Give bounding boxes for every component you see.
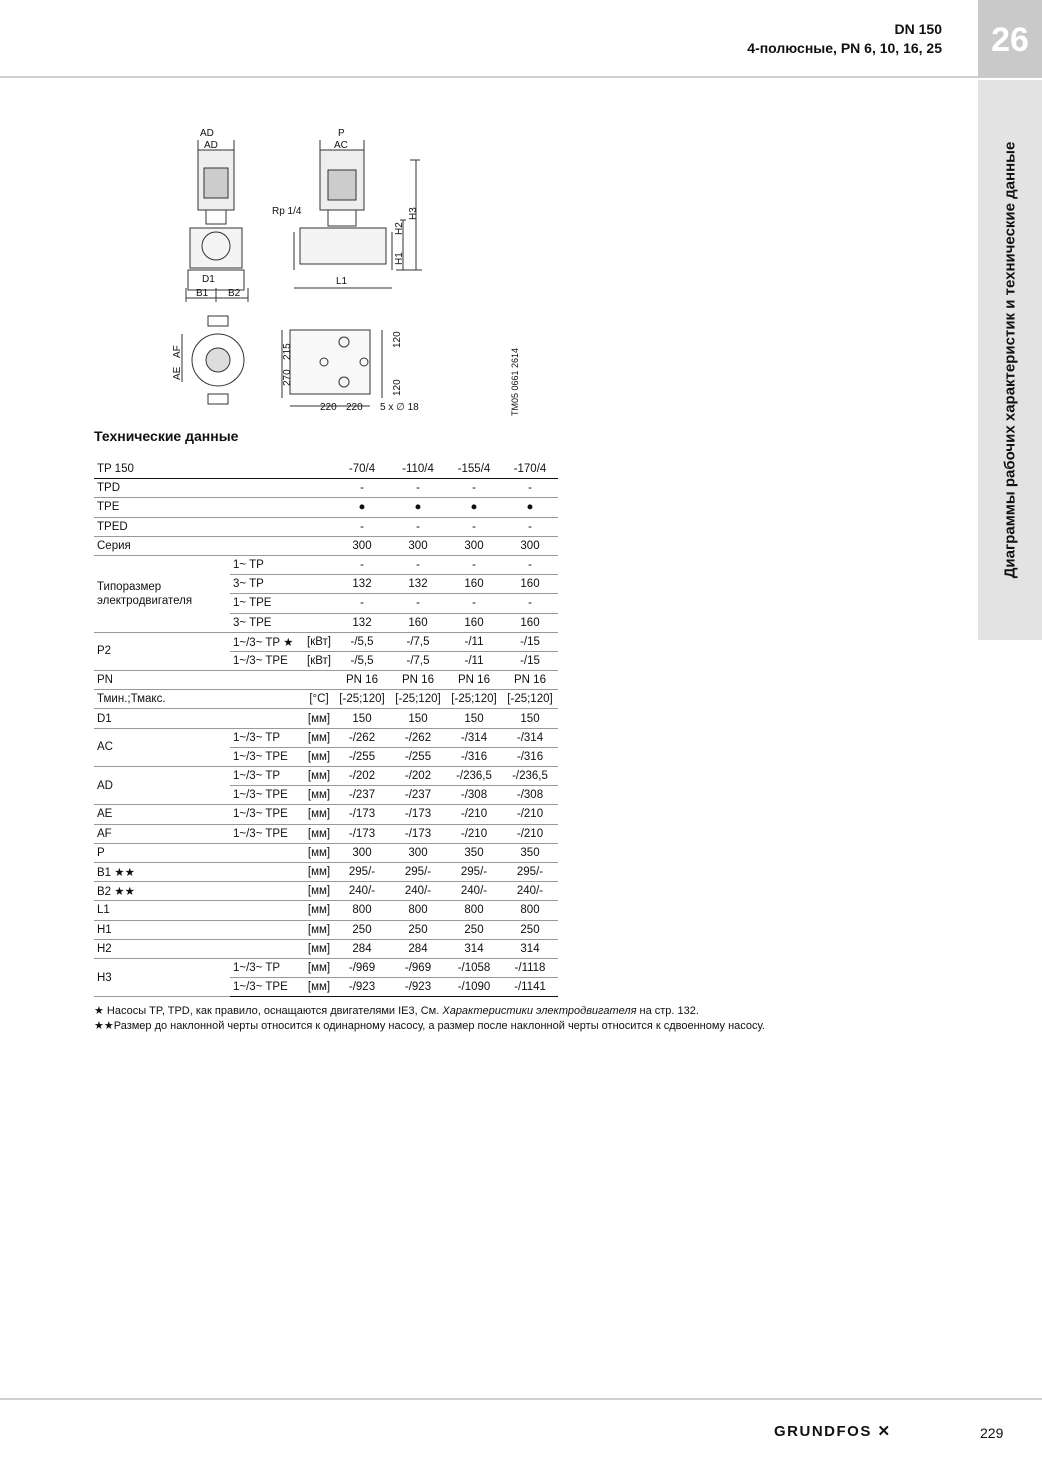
table-cell: - (446, 517, 502, 536)
table-row (94, 767, 558, 786)
header-cell: -70/4 (334, 460, 390, 479)
table-cell: -/316 (446, 747, 502, 766)
footnote-2: ★★Размер до наклонной черты относится к одинарному насосу, а размер после наклонной черты относится к сдвоенному насосу. (94, 1020, 765, 1032)
table-cell: 132 (334, 575, 390, 594)
row-variant (230, 920, 304, 939)
row-variant (230, 862, 304, 881)
table-cell: 160 (502, 613, 558, 632)
row-label: Серия (94, 536, 230, 555)
row-unit (304, 479, 334, 498)
table-cell: -/173 (390, 824, 446, 843)
table-cell: [-25;120] (502, 690, 558, 709)
table-cell: 160 (502, 575, 558, 594)
row-label: P (94, 843, 230, 862)
row-variant: 1~/3~ TPE (230, 651, 304, 670)
table-cell: -/173 (334, 824, 390, 843)
table-cell: - (390, 555, 446, 574)
row-unit: [мм] (304, 843, 334, 862)
table-cell: - (390, 479, 446, 498)
table-cell: [-25;120] (390, 690, 446, 709)
label-d1: D1 (202, 274, 215, 285)
row-variant: 3~ TP (230, 575, 304, 594)
row-unit (304, 536, 334, 555)
row-unit (304, 594, 334, 613)
row-unit: [мм] (304, 882, 334, 901)
row-label: PN (94, 671, 230, 690)
row-label: AF (94, 824, 230, 843)
label-b1: B1 (196, 288, 209, 299)
row-unit: [мм] (304, 709, 334, 728)
table-row (94, 536, 558, 555)
table-cell: -/923 (390, 978, 446, 997)
table-row (94, 517, 558, 536)
table-cell: -/969 (390, 958, 446, 977)
row-variant: 1~/3~ TP (230, 767, 304, 786)
table-cell: -/923 (334, 978, 390, 997)
table-row (94, 632, 558, 651)
table-cell: 160 (390, 613, 446, 632)
row-variant (230, 517, 304, 536)
table-header-row (94, 460, 558, 479)
table-cell: -/1090 (446, 978, 502, 997)
table-cell: 300 (446, 536, 502, 555)
row-label: TPED (94, 517, 230, 536)
row-unit: [кВт] (304, 632, 334, 651)
row-unit: [мм] (304, 786, 334, 805)
table-cell: PN 16 (446, 671, 502, 690)
table-cell: -/308 (502, 786, 558, 805)
row-unit: [мм] (304, 747, 334, 766)
table-cell: 240/- (390, 882, 446, 901)
label-ad-outer: AD (200, 128, 214, 139)
table-cell: -/316 (502, 747, 558, 766)
table-cell: - (334, 479, 390, 498)
label-rp: Rp 1/4 (272, 206, 302, 217)
table-cell: - (334, 555, 390, 574)
table-cell: - (502, 517, 558, 536)
table-cell: - (502, 594, 558, 613)
table-cell: -/5,5 (334, 651, 390, 670)
header-line-1: DN 150 (894, 21, 942, 37)
row-unit (304, 575, 334, 594)
table-cell: -/210 (502, 805, 558, 824)
table-cell: 314 (502, 939, 558, 958)
row-unit (304, 671, 334, 690)
brand-logo: GRUNDFOS ✕ (774, 1423, 892, 1440)
table-cell: -/5,5 (334, 632, 390, 651)
row-variant: 1~ TPE (230, 594, 304, 613)
row-label: B2 ★★ (94, 882, 230, 901)
table-cell: -/262 (390, 728, 446, 747)
header-cell (304, 460, 334, 479)
row-variant (230, 901, 304, 920)
table-cell: 295/- (502, 862, 558, 881)
label-b2: B2 (228, 288, 241, 299)
table-cell: -/314 (446, 728, 502, 747)
row-label: Типоразмер электродвигателя (94, 555, 230, 632)
table-row (94, 920, 558, 939)
row-variant (230, 939, 304, 958)
table-cell: -/308 (446, 786, 502, 805)
table-row (94, 555, 558, 574)
table-row (94, 882, 558, 901)
label-ad-inner: AD (204, 140, 218, 151)
table-cell: - (446, 594, 502, 613)
table-cell: 150 (446, 709, 502, 728)
row-variant: 3~ TPE (230, 613, 304, 632)
table-cell: -/1058 (446, 958, 502, 977)
row-variant (230, 709, 304, 728)
table-row (94, 824, 558, 843)
table-cell: -/255 (390, 747, 446, 766)
label-120-bottom: 120 (392, 379, 403, 396)
table-cell: 132 (334, 613, 390, 632)
brand-logo-icon: ✕ (877, 1423, 892, 1440)
table-cell: - (446, 555, 502, 574)
row-unit: [мм] (304, 728, 334, 747)
table-cell: 132 (390, 575, 446, 594)
table-row (94, 709, 558, 728)
row-unit (304, 555, 334, 574)
table-row (94, 728, 558, 747)
row-variant: 1~/3~ TPE (230, 786, 304, 805)
table-cell: 300 (502, 536, 558, 555)
row-label: H2 (94, 939, 230, 958)
table-cell: -/210 (502, 824, 558, 843)
row-unit (304, 517, 334, 536)
table-cell: -/236,5 (446, 767, 502, 786)
table-cell: 800 (390, 901, 446, 920)
table-cell: - (390, 594, 446, 613)
table-cell: [-25;120] (446, 690, 502, 709)
table-cell: -/1118 (502, 958, 558, 977)
table-cell: 250 (446, 920, 502, 939)
row-label: B1 ★★ (94, 862, 230, 881)
row-unit: [кВт] (304, 651, 334, 670)
row-unit: [мм] (304, 920, 334, 939)
drawing-reference: TM05 0661 2614 (510, 347, 520, 416)
table-row (94, 843, 558, 862)
label-120-top: 120 (392, 331, 403, 348)
row-unit: [мм] (304, 862, 334, 881)
table-cell: -/237 (334, 786, 390, 805)
table-cell: 250 (390, 920, 446, 939)
row-unit: [°C] (304, 690, 334, 709)
row-unit: [мм] (304, 939, 334, 958)
label-af: AF (172, 345, 183, 358)
row-label: AC (94, 728, 230, 766)
table-cell: 300 (334, 536, 390, 555)
table-cell: 160 (446, 575, 502, 594)
table-cell: -/11 (446, 632, 502, 651)
row-variant: 1~/3~ TPE (230, 978, 304, 997)
label-h3: H3 (408, 207, 419, 220)
label-270: 270 (282, 369, 293, 386)
table-cell: 295/- (334, 862, 390, 881)
table-cell: PN 16 (502, 671, 558, 690)
header-cell (230, 460, 304, 479)
table-cell: -/173 (390, 805, 446, 824)
table-row (94, 939, 558, 958)
table-row (94, 862, 558, 881)
table-cell: 150 (334, 709, 390, 728)
label-ae: AE (172, 366, 183, 380)
table-cell: - (390, 517, 446, 536)
table-cell: 300 (390, 843, 446, 862)
row-unit: [мм] (304, 824, 334, 843)
header-line-2: 4-полюсные, PN 6, 10, 16, 25 (747, 40, 942, 56)
table-cell: 240/- (502, 882, 558, 901)
header-cell: -170/4 (502, 460, 558, 479)
table-cell: -/7,5 (390, 632, 446, 651)
row-label: AE (94, 805, 230, 824)
table-cell: 250 (334, 920, 390, 939)
row-variant: 1~/3~ TP (230, 728, 304, 747)
chapter-number: 26 (978, 0, 1042, 78)
table-cell: 150 (502, 709, 558, 728)
table-cell: -/15 (502, 651, 558, 670)
row-label: L1 (94, 901, 230, 920)
table-cell: - (334, 517, 390, 536)
row-variant (230, 536, 304, 555)
row-label: H3 (94, 958, 230, 996)
label-holes: 5 x ∅ 18 (380, 402, 419, 413)
row-variant: 1~ TP (230, 555, 304, 574)
table-cell: -/237 (390, 786, 446, 805)
table-cell: [-25;120] (334, 690, 390, 709)
spec-table (94, 460, 558, 997)
table-cell: -/236,5 (502, 767, 558, 786)
row-unit: [мм] (304, 958, 334, 977)
row-variant (230, 671, 304, 690)
header-cell: TP 150 (94, 460, 230, 479)
row-unit: [мм] (304, 767, 334, 786)
table-cell: 240/- (446, 882, 502, 901)
table-cell: 800 (334, 901, 390, 920)
label-215: 215 (282, 343, 293, 360)
table-cell: ● (502, 498, 558, 517)
table-cell: 300 (390, 536, 446, 555)
table-cell: 250 (502, 920, 558, 939)
label-h1: H1 (394, 252, 405, 265)
table-cell: -/7,5 (390, 651, 446, 670)
header-divider (0, 76, 978, 78)
row-unit: [мм] (304, 978, 334, 997)
table-cell: -/1141 (502, 978, 558, 997)
row-unit: [мм] (304, 805, 334, 824)
table-cell: -/262 (334, 728, 390, 747)
label-220-right: 220 (346, 402, 363, 413)
table-cell: - (502, 479, 558, 498)
table-cell: 284 (334, 939, 390, 958)
table-cell: 150 (390, 709, 446, 728)
table-cell: - (334, 594, 390, 613)
row-variant (230, 479, 304, 498)
table-row (94, 690, 558, 709)
sidebar-title (978, 80, 1042, 640)
row-label: Тмин.;Тмакс. (94, 690, 230, 709)
row-unit: [мм] (304, 901, 334, 920)
page-header (747, 20, 942, 58)
dimension-drawing (160, 120, 540, 420)
row-label: TPE (94, 498, 230, 517)
row-variant: 1~/3~ TP ★ (230, 632, 304, 651)
table-cell: -/969 (334, 958, 390, 977)
row-unit (304, 498, 334, 517)
row-label: TPD (94, 479, 230, 498)
table-row (94, 479, 558, 498)
table-cell: 350 (446, 843, 502, 862)
row-variant: 1~/3~ TPE (230, 805, 304, 824)
row-label: D1 (94, 709, 230, 728)
label-h2: H2 (394, 222, 405, 235)
label-220-left: 220 (320, 402, 337, 413)
label-l1: L1 (336, 276, 348, 287)
table-cell: 350 (502, 843, 558, 862)
table-row (94, 671, 558, 690)
footnote-1: ★ Насосы TP, TPD, как правило, оснащаются двигателями IE3, См. Характеристики электродвигателя на стр. 132. (94, 1005, 699, 1017)
table-cell: ● (446, 498, 502, 517)
table-row (94, 958, 558, 977)
section-title: Технические данные (94, 428, 239, 444)
row-variant: 1~/3~ TP (230, 958, 304, 977)
table-cell: 800 (446, 901, 502, 920)
table-cell: -/314 (502, 728, 558, 747)
table-cell: ● (334, 498, 390, 517)
table-cell: - (446, 479, 502, 498)
label-p: P (338, 128, 345, 139)
table-row (94, 901, 558, 920)
table-cell: -/202 (334, 767, 390, 786)
table-cell: -/173 (334, 805, 390, 824)
table-cell: 800 (502, 901, 558, 920)
footnotes (94, 1004, 765, 1034)
table-cell: 160 (446, 613, 502, 632)
row-variant (230, 498, 304, 517)
row-label: AD (94, 767, 230, 805)
row-label: P2 (94, 632, 230, 670)
row-variant (230, 690, 304, 709)
header-cell: -155/4 (446, 460, 502, 479)
table-cell: -/210 (446, 805, 502, 824)
table-cell: ● (390, 498, 446, 517)
table-cell: PN 16 (334, 671, 390, 690)
sidebar-title-text: Диаграммы рабочих характеристик и технические данные (1001, 141, 1019, 579)
table-cell: -/210 (446, 824, 502, 843)
row-variant (230, 882, 304, 901)
table-cell: -/202 (390, 767, 446, 786)
table-cell: 284 (390, 939, 446, 958)
row-label: H1 (94, 920, 230, 939)
table-cell: 300 (334, 843, 390, 862)
table-cell: -/11 (446, 651, 502, 670)
table-cell: 295/- (446, 862, 502, 881)
header-cell: -110/4 (390, 460, 446, 479)
table-cell: -/255 (334, 747, 390, 766)
table-row (94, 498, 558, 517)
row-unit (304, 613, 334, 632)
table-row (94, 805, 558, 824)
row-variant (230, 843, 304, 862)
row-variant: 1~/3~ TPE (230, 747, 304, 766)
page-number: 229 (980, 1425, 1004, 1441)
label-ac: AC (334, 140, 348, 151)
footer-divider (0, 1398, 1042, 1400)
table-cell: - (502, 555, 558, 574)
table-cell: -/15 (502, 632, 558, 651)
table-cell: 295/- (390, 862, 446, 881)
table-cell: PN 16 (390, 671, 446, 690)
row-variant: 1~/3~ TPE (230, 824, 304, 843)
table-cell: 240/- (334, 882, 390, 901)
table-cell: 314 (446, 939, 502, 958)
